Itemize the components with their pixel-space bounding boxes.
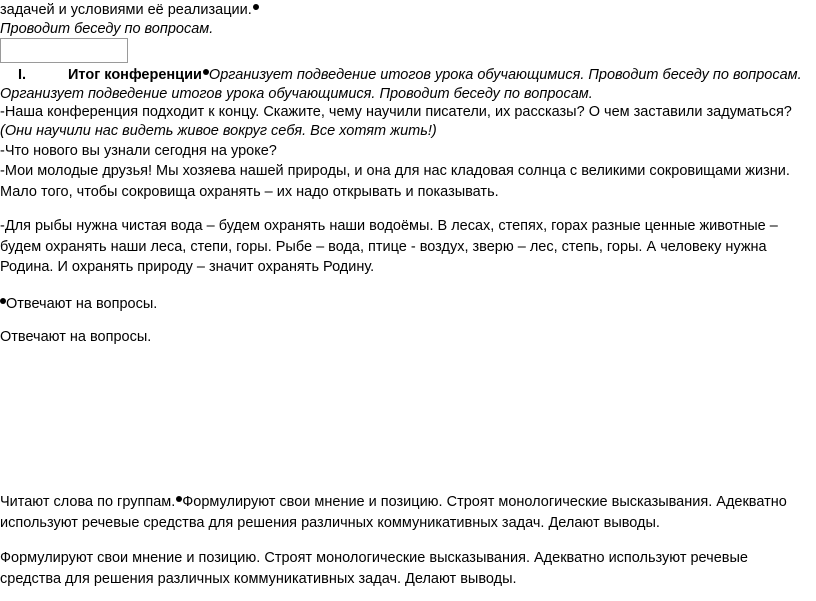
answers-text: Отвечают на вопросы. xyxy=(6,296,158,312)
paragraph-young-friends: -Мои молодые друзья! Мы хозяева нашей природы, и она для нас кладовая солнца с великими сокровищами жизни. Мало того, чтобы сокровища охранять – их надо открывать и показывать. xyxy=(0,163,790,200)
formulate-text: Формулируют свои мнение и позицию. Строят монологические высказывания. Адекватно используют речевые средства для решения различных коммуникативных задач. Делают выводы. xyxy=(0,494,787,531)
section-heading xyxy=(0,66,802,84)
paragraph-conference-end xyxy=(0,103,812,141)
text-line-conditions xyxy=(0,1,259,19)
paragraph-clean-water: -Для рыбы нужна чистая вода – будем охранять наши водоёмы. В лесах, степях, горах разные ценные животные – будем охранять наши леса, степи, горы. Рыбе – вода, птице - воздух, зверю – лес, степь, горы. А человеку нужна Родина. И охранять природу – значит охранять Родину. xyxy=(0,218,778,275)
conditions-text: задачей и условиями её реализации. xyxy=(0,2,252,18)
paragraph-read-words xyxy=(0,492,812,533)
empty-table-cell xyxy=(0,38,128,63)
text-line-answers: Отвечают на вопросы. xyxy=(0,329,152,345)
text-line-what-new: -Что нового вы узнали сегодня на уроке? xyxy=(0,143,277,159)
paragraph-formulate: Формулируют свои мнение и позицию. Строят монологические высказывания. Адекватно используют речевые средства для решения различных коммуникативных задач. Делают выводы. xyxy=(0,550,748,587)
text-line-answers-bulleted xyxy=(0,295,157,313)
section-title: Итог конференции xyxy=(68,67,202,83)
text-line-conducts-talk: Проводит беседу по вопросам. xyxy=(0,21,214,37)
paragraph-conference-end-italic: (Они научили нас видеть живое вокруг себя. Все хотят жить!) xyxy=(0,123,437,139)
section-italic-text: Организует подведение итогов урока обучающимися. Проводит беседу по вопросам. xyxy=(208,67,802,83)
text-line-summary: Организует подведение итогов урока обучающимися. Проводит беседу по вопросам. xyxy=(0,86,593,102)
section-numeral: I. xyxy=(18,67,27,83)
paragraph-conference-end-text: -Наша конференция подходит к концу. Скажите, чему научили писатели, их рассказы? О чем заставили задуматься? xyxy=(0,104,792,120)
bullet-icon xyxy=(253,4,259,10)
read-words-text: Читают слова по группам. xyxy=(0,494,176,510)
